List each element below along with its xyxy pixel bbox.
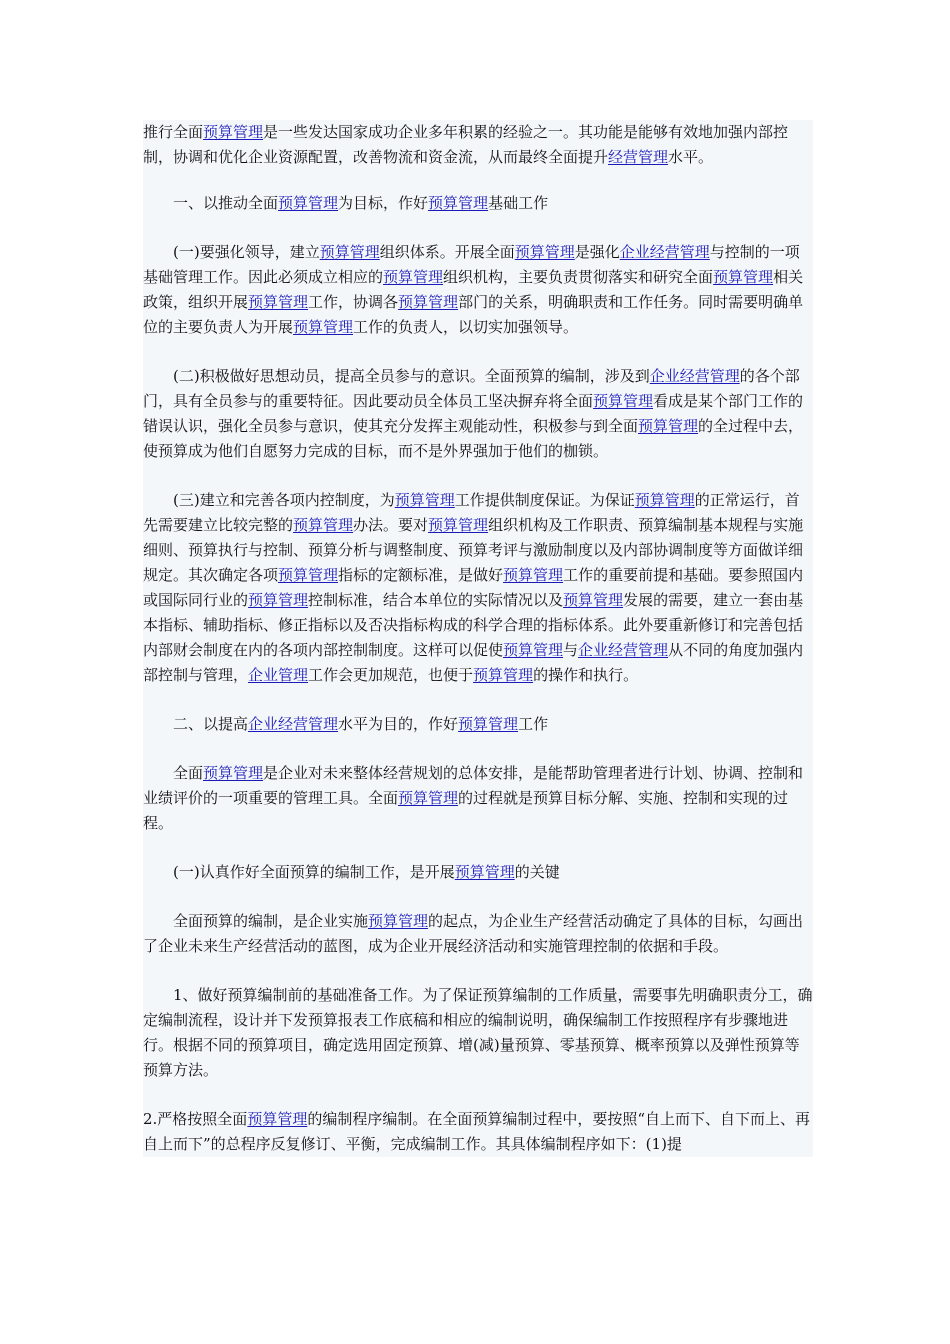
paragraph [143, 120, 813, 170]
text-run: 组织体系。开展全面 [379, 243, 515, 261]
text-run: 工作提供制度保证。为保证 [454, 491, 635, 509]
text-run: 二、以提高 [173, 715, 249, 733]
hyperlink[interactable]: 预算管理 [368, 912, 429, 930]
text-run: 是企业对未来整体经营规划的总体安排，是能帮助管理者进行计划、协调、控制和业绩评价的一项重要的管理工具。全面 [143, 764, 804, 807]
hyperlink[interactable]: 预算管理 [293, 318, 354, 336]
document-body [143, 120, 813, 1157]
hyperlink[interactable]: 预算管理 [713, 268, 774, 286]
text-run: 的关键 [514, 863, 560, 881]
text-run: 工作会更加规范，也便于 [308, 666, 474, 684]
hyperlink[interactable]: 预算管理 [428, 516, 489, 534]
text-run: 是一些发达国家成功企业多年积累的经验之一。其功能是能够有效地加强内部控制，协调和优化企业资源配置，改善物流和资金流，从而最终全面提升 [143, 123, 789, 166]
text-run: (二)积极做好思想动员，提高全员参与的意识。全面预算的编制，涉及到 [173, 367, 650, 385]
hyperlink[interactable]: 预算管理 [638, 417, 699, 435]
text-run: 发展的需要，建立一套由基本指标、辅助指标、修正指标以及否决指标构成的科学合理的指标体系。此外要重新修订和完善包括内部财会制度在内的各项内部控制制度。这样可以促使 [143, 591, 804, 659]
paragraph [143, 909, 813, 959]
text-run: 为目标，作好 [338, 194, 429, 212]
hyperlink[interactable]: 预算管理 [454, 863, 515, 881]
hyperlink[interactable]: 预算管理 [634, 491, 695, 509]
text-run: 的编制程序编制。在全面预算编制过程中，要按照“自上而下、自下而上、再自上而下”的总程序反复修订、平衡，完成编制工作。其具体编制程序如下：(1)提 [143, 1110, 811, 1153]
text-run: 与控制的一项基础管理工作。因此必须成立相应的 [143, 243, 800, 286]
text-run: 组织机构及工作职责、预算编制基本规程与实施细则、预算执行与控制、预算分析与调整制度、预算考评与激励制度以及内部协调制度等方面做详细规定。其次确定各项 [143, 516, 804, 584]
hyperlink[interactable]: 预算管理 [394, 491, 455, 509]
text-run: 水平。 [668, 148, 714, 166]
text-run: 的过程就是预算目标分解、实施、控制和实现的过程。 [143, 789, 789, 832]
hyperlink[interactable]: 企业经营管理 [578, 641, 669, 659]
hyperlink[interactable]: 预算管理 [293, 516, 354, 534]
text-run: 水平为目的，作好 [338, 715, 459, 733]
text-run: 的操作和执行。 [533, 666, 639, 684]
hyperlink[interactable]: 预算管理 [458, 715, 519, 733]
hyperlink[interactable]: 预算管理 [278, 194, 339, 212]
paragraph [143, 1107, 813, 1157]
paragraph [143, 860, 813, 885]
hyperlink[interactable]: 预算管理 [563, 591, 624, 609]
hyperlink[interactable]: 企业经营管理 [649, 367, 740, 385]
text-run: 工作的负责人，以切实加强领导。 [353, 318, 579, 336]
hyperlink[interactable]: 预算管理 [319, 243, 380, 261]
text-run: 推行全面 [143, 123, 204, 141]
hyperlink[interactable]: 预算管理 [248, 591, 309, 609]
hyperlink[interactable]: 预算管理 [278, 566, 339, 584]
hyperlink[interactable]: 预算管理 [203, 123, 264, 141]
text-run: 看成是某个部门工作的错误认识，强化全员参与意识，使其充分发挥主观能动性，积极参与到全面 [143, 392, 804, 435]
hyperlink[interactable]: 企业经营管理 [248, 715, 339, 733]
hyperlink[interactable]: 预算管理 [248, 293, 309, 311]
text-run: (一)认真作好全面预算的编制工作，是开展 [173, 863, 455, 881]
text-run: 办法。要对 [353, 516, 429, 534]
text-run: 一、以推动全面 [173, 194, 279, 212]
text-run: 的起点，为企业生产经营活动确定了具体的目标，勾画出了企业未来生产经营活动的蓝图，成为企业开展经济活动和实施管理控制的依据和手段。 [143, 912, 804, 955]
paragraph [143, 712, 813, 737]
text-run: 控制标准，结合本单位的实际情况以及 [308, 591, 564, 609]
paragraph [143, 191, 813, 216]
paragraph [143, 761, 813, 836]
text-run: (三)建立和完善各项内控制度，为 [173, 491, 395, 509]
hyperlink[interactable]: 企业管理 [248, 666, 309, 684]
text-run: 从不同的角度加强内部控制与管理， [143, 641, 804, 684]
hyperlink[interactable]: 经营管理 [608, 148, 669, 166]
text-run: 的各个部门，具有全员参与的重要特征。因此要动员全体员工坚决摒弃将全面 [143, 367, 800, 410]
text-run: 部门的关系，明确职责和工作任务。同时需要明确单位的主要负责人为开展 [143, 293, 804, 336]
hyperlink[interactable]: 预算管理 [247, 1110, 308, 1128]
text-run: 的全过程中去，使预算成为他们自愿努力完成的目标，而不是外界强加于他们的枷锁。 [143, 417, 804, 460]
text-run: 与 [563, 641, 579, 659]
text-run: 工作，协调各 [308, 293, 399, 311]
text-run: 相关政策，组织开展 [143, 268, 804, 311]
paragraph [143, 488, 813, 688]
paragraph [143, 240, 813, 340]
hyperlink[interactable]: 预算管理 [593, 392, 654, 410]
text-run: 工作的重要前提和基础。要参照国内或国际同行业的 [143, 566, 804, 609]
hyperlink[interactable]: 企业经营管理 [619, 243, 710, 261]
text-run: 1、做好预算编制前的基础准备工作。为了保证预算编制的工作质量，需要事先明确职责分工，确定编制流程，设计并下发预算报表工作底稿和相应的编制说明，确保编制工作按照程序有步骤地进行。根据不同的预算项目，确定选用固定预算、增(减)量预算、零基预算、概率预算以及弹性预算等预算方法。 [143, 986, 813, 1079]
text-run: 基础工作 [488, 194, 549, 212]
hyperlink[interactable]: 预算管理 [383, 268, 444, 286]
paragraph [143, 983, 813, 1083]
hyperlink[interactable]: 预算管理 [203, 764, 264, 782]
hyperlink[interactable]: 预算管理 [503, 641, 564, 659]
hyperlink[interactable]: 预算管理 [473, 666, 534, 684]
text-run: 的正常运行，首先需要建立比较完整的 [143, 491, 800, 534]
text-run: 指标的定额标准，是做好 [338, 566, 504, 584]
text-run: 工作 [518, 715, 549, 733]
hyperlink[interactable]: 预算管理 [428, 194, 489, 212]
hyperlink[interactable]: 预算管理 [503, 566, 564, 584]
text-run: 2.严格按照全面 [143, 1110, 248, 1128]
paragraph [143, 364, 813, 464]
hyperlink[interactable]: 预算管理 [398, 789, 459, 807]
hyperlink[interactable]: 预算管理 [398, 293, 459, 311]
text-run: 是强化 [574, 243, 620, 261]
text-run: (一)要强化领导，建立 [173, 243, 320, 261]
text-run: 全面 [173, 764, 204, 782]
hyperlink[interactable]: 预算管理 [514, 243, 575, 261]
text-run: 组织机构，主要负责贯彻落实和研究全面 [443, 268, 714, 286]
text-run: 全面预算的编制，是企业实施 [173, 912, 369, 930]
